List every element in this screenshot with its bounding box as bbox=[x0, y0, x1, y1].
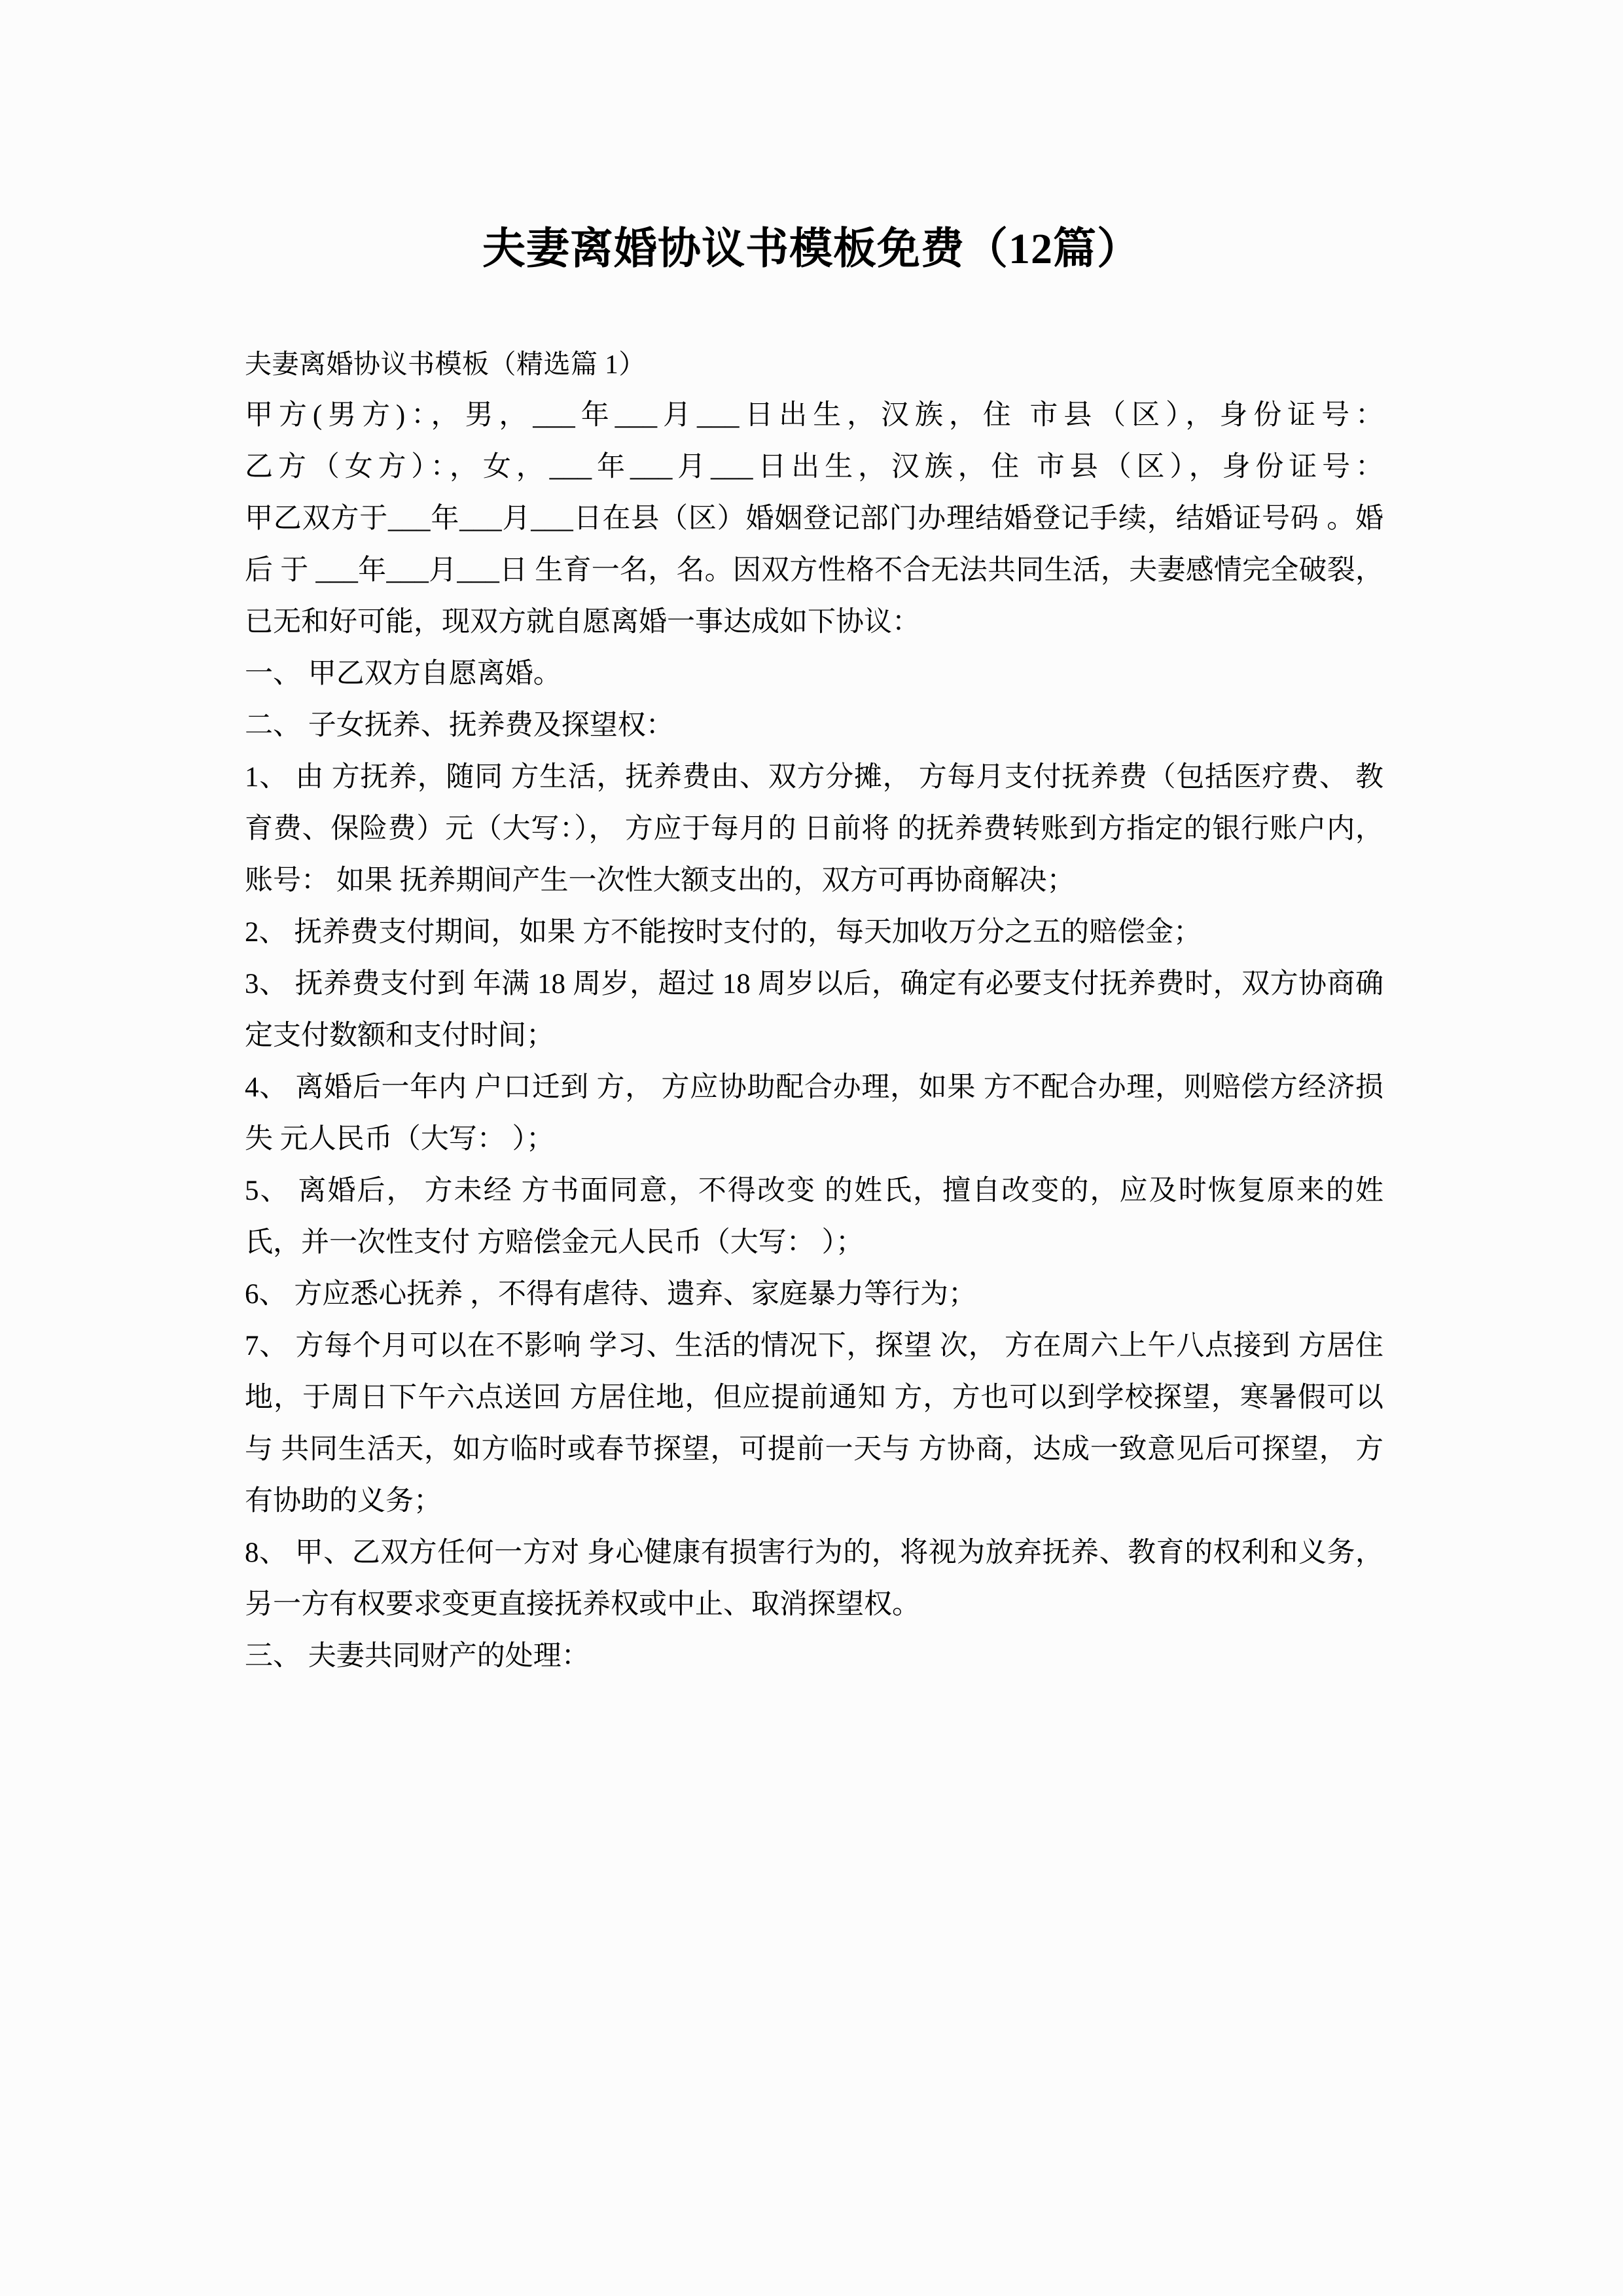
paragraph-marriage-background: 甲乙双方于___年___月___日在县（区）婚姻登记部门办理结婚登记手续，结婚证号码 。婚后 于 ___年___月___日 生育一名，名。因双方性格不合无法共同生活，夫妻感情完全破裂，已无和好可能，现双方就自愿离婚一事达成如下协议： bbox=[245, 503, 1383, 637]
clause-item-5: 5、 离婚后， 方未经 方书面同意，不得改变 的姓氏，擅自改变的，应及时恢复原来的姓氏，并一次性支付 方赔偿金元人民币（大写： ）； bbox=[245, 1175, 1383, 1258]
clause-one: 一、 甲乙双方自愿离婚。 bbox=[245, 658, 562, 689]
document-body bbox=[245, 338, 1383, 1682]
clause-item-8: 8、 甲、乙双方任何一方对 身心健康有损害行为的，将视为放弃抚养、教育的权利和义务，另一方有权要求变更直接抚养权或中止、取消探望权。 bbox=[245, 1537, 1383, 1620]
clause-item-4: 4、 离婚后一年内 户口迁到 方， 方应协助配合办理，如果 方不配合办理，则赔偿方经济损失 元人民币（大写： ）； bbox=[245, 1072, 1383, 1155]
paragraph-party-b: 乙方（女方）：，女，___年___月___日出生，汉族，住 市县（区），身份证号： bbox=[245, 452, 1383, 482]
clause-item-1: 1、 由 方抚养，随同 方生活，抚养费由、双方分摊， 方每月支付抚养费（包括医疗费、 教育费、保险费）元（大写：）， 方应于每月的 日前将 的抚养费转账到方指定的银行账户内，账号： 如果 抚养期间产生一次性大额支出的，双方可再协商解决； bbox=[245, 762, 1383, 896]
clause-item-2: 2、 抚养费支付期间，如果 方不能按时支付的，每天加收万分之五的赔偿金； bbox=[245, 917, 1202, 948]
section-subtitle: 夫妻离婚协议书模板（精选篇 1） bbox=[245, 349, 646, 379]
clause-two: 二、 子女抚养、抚养费及探望权： bbox=[245, 710, 674, 741]
page-title: 夫妻离婚协议书模板免费（12篇） bbox=[482, 225, 1141, 274]
clause-item-6: 6、 方应悉心抚养 ，不得有虐待、遗弃、家庭暴力等行为； bbox=[245, 1279, 976, 1310]
clause-item-7: 7、 方每个月可以在不影响 学习、生活的情况下，探望 次， 方在周六上午八点接到 方居住地，于周日下午六点送回 方居住地，但应提前通知 方，方也可以到学校探望，寒暑假可以与 共同生活天，如方临时或春节探望，可提前一天与 方协商，达成一致意见后可探望， 方有协助的义务； bbox=[245, 1331, 1383, 1516]
paragraph-party-a: 甲方(男方)：，男，___年___月___日出生，汉族，住 市县（区），身份证号： bbox=[245, 400, 1383, 431]
clause-item-3: 3、 抚养费支付到 年满 18 周岁，超过 18 周岁以后，确定有必要支付抚养费时，双方协商确定支付数额和支付时间； bbox=[245, 969, 1383, 1051]
clause-three: 三、 夫妻共同财产的处理： bbox=[245, 1641, 590, 1672]
